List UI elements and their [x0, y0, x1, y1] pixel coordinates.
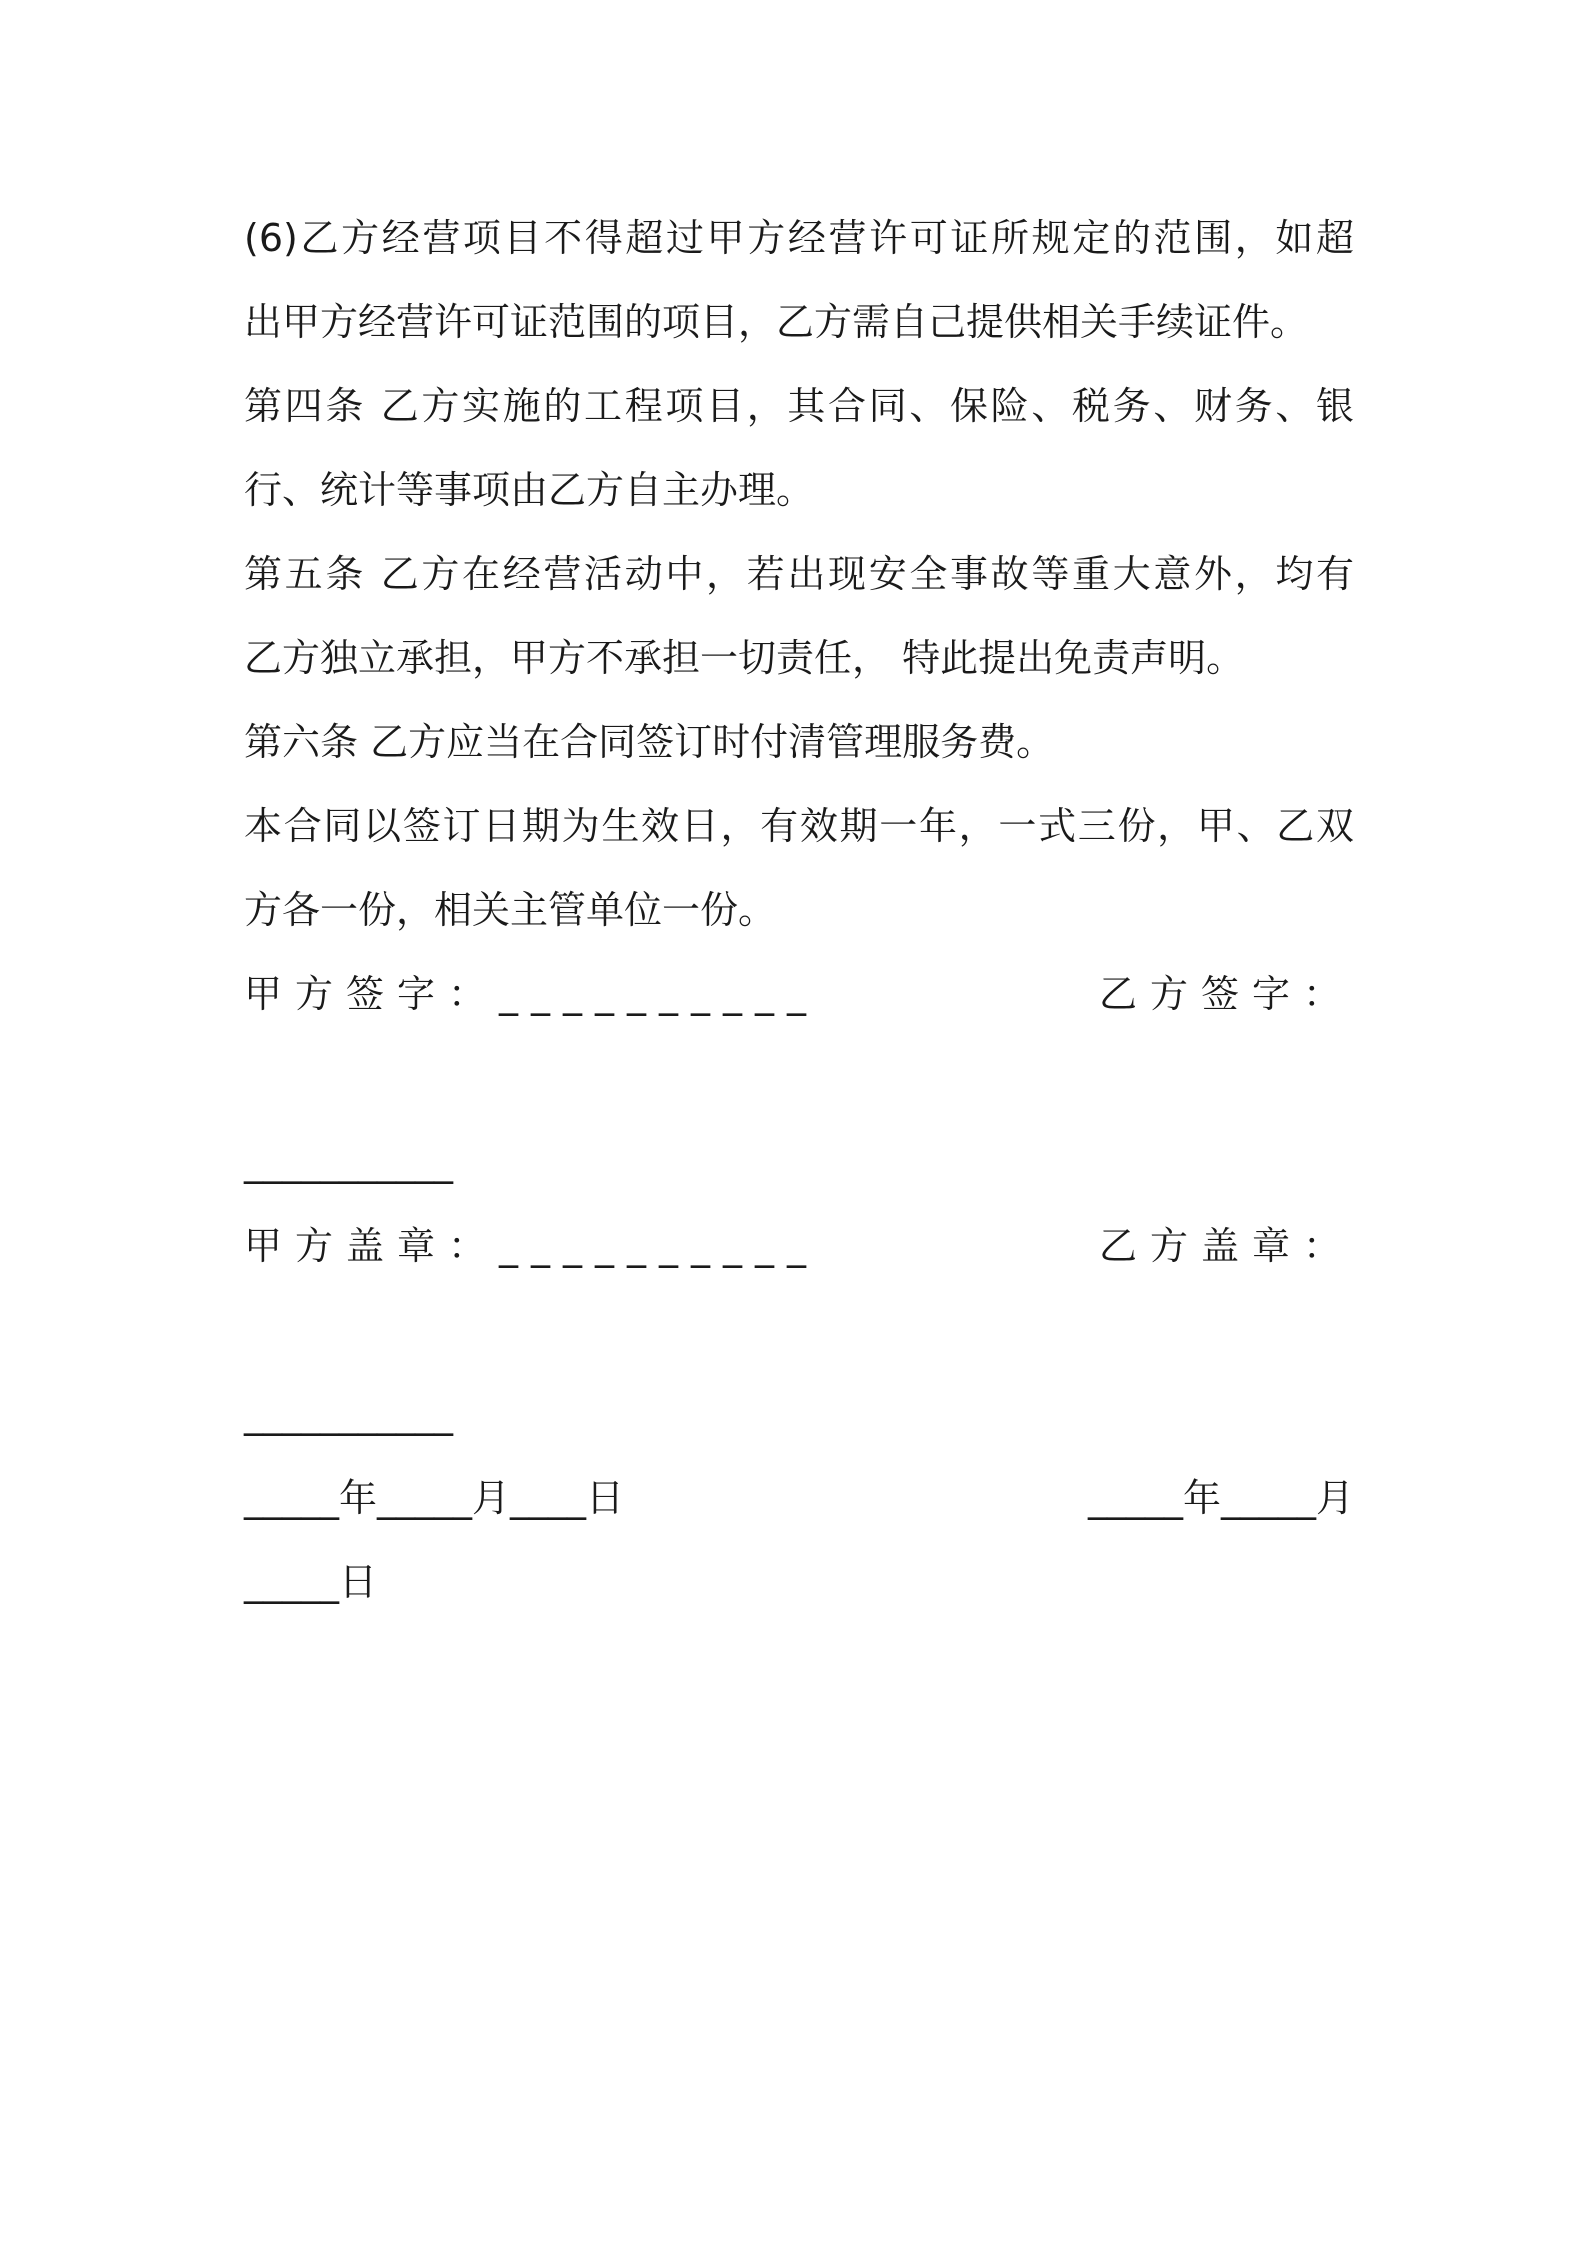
party-b-signature-blank: ___________	[244, 1140, 453, 1184]
article-5-line-1: 第五条 乙方在经营活动中，若出现安全事故等重大意外，均有	[244, 552, 1354, 596]
contract-page	[244, 196, 1354, 1624]
article-4-line-1: 第四条 乙方实施的工程项目，其合同、保险、税务、财务、银	[244, 384, 1354, 428]
article-6-line-1: 第六条 乙方应当在合同签订时付清管理服务费。	[244, 720, 1055, 764]
party-b-seal-blank: ___________	[244, 1392, 453, 1436]
party-a-signature-field: 甲方签字：__________	[244, 972, 820, 1016]
party-b-date-field: _____年_____月	[1087, 1476, 1354, 1520]
paragraph-6-line-1: (6)乙方经营项目不得超过甲方经营许可证所规定的范围，如超	[244, 216, 1354, 260]
validity-line-2: 方各一份，相关主管单位一份。	[244, 888, 777, 932]
date-row	[244, 1456, 1354, 1540]
party-b-seal-label: 乙方盖章：	[1098, 1224, 1354, 1268]
validity-line-1: 本合同以签订日期为生效日，有效期一年，一式三份，甲、乙双	[244, 804, 1354, 848]
spacer	[244, 1288, 1354, 1372]
party-a-date-field: _____年_____月____日	[244, 1476, 625, 1520]
signature-row	[244, 952, 1354, 1036]
party-b-signature-label: 乙方签字：	[1098, 972, 1354, 1016]
seal-row	[244, 1204, 1354, 1288]
article-5-line-2: 乙方独立承担，甲方不承担一切责任， 特此提出免责声明。	[244, 636, 1245, 680]
article-4-line-2: 行、统计等事项由乙方自主办理。	[244, 468, 815, 512]
spacer	[244, 1036, 1354, 1120]
party-b-date-day-field: _____日	[244, 1560, 378, 1604]
party-a-seal-field: 甲方盖章：__________	[244, 1224, 820, 1268]
paragraph-6-line-2: 出甲方经营许可证范围的项目，乙方需自己提供相关手续证件。	[244, 300, 1309, 344]
